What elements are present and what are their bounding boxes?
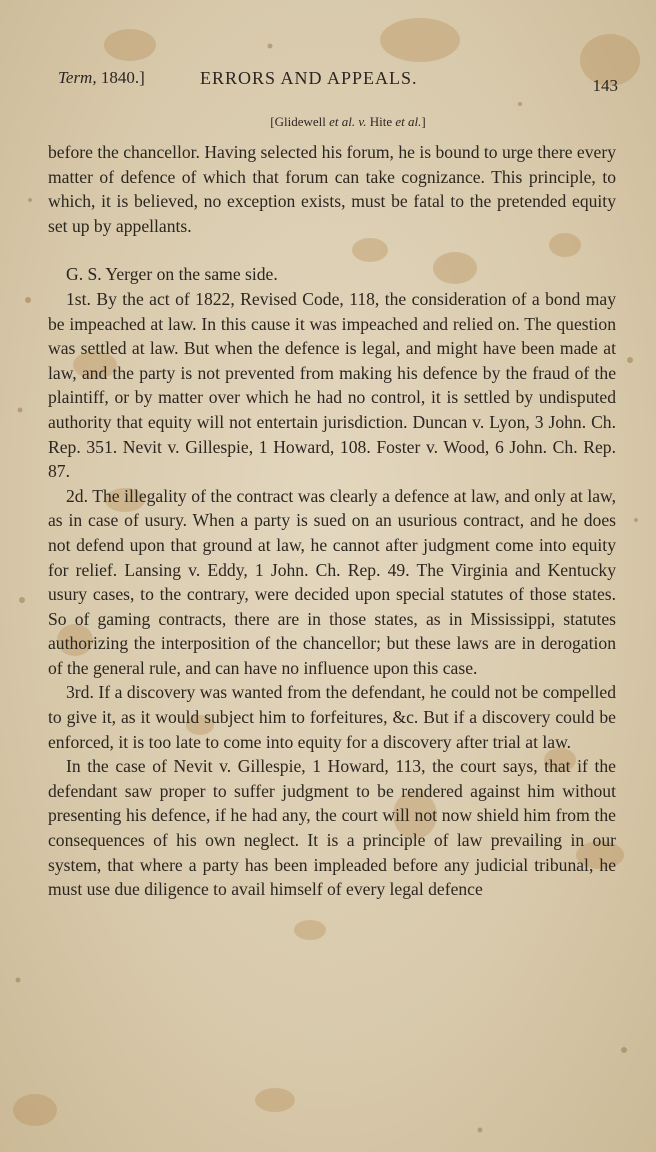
case-ref-party2: Hite — [369, 114, 393, 129]
paragraph-third-point: 3rd. If a discovery was wanted from the defendant, he could not be compelled to give it, as it would subject him to forfeitures, &c. But if a discovery could be enforced, it is too late to come into equity for a discovery after trial at law. — [48, 682, 616, 752]
paragraph-continuation: before the chancellor. Having selected his forum, he is bound to urge there every matter of defence of which that forum can take cognizance. This principle, to which, it is believed, no exception exists, must be fatal to the pretended equity set up by appellants. — [48, 142, 616, 236]
case-ref-close: ] — [421, 114, 426, 129]
case-ref-etal-2: et al. — [395, 114, 422, 129]
header-term-word: Term, — [58, 68, 97, 87]
page-number: 143 — [592, 76, 618, 95]
paragraph-second-point: 2d. The illegality of the contract was clearly a defence at law, and only at law, as in case of usury. When a party is sued on an usurious contract, and he does not defend upon that ground at law, he cannot after judgment come into equity for relief. Lansing v. Eddy, 1 John. Ch. Rep. 49. The Virginia and Kentucky usury cases, to the contrary, were decided upon special statutes of those states. So of gaming contracts, there are in those states, as in Mississippi, statutes authorizing the interposition of the chancellor; but these laws are in derogation of the general rule, and can have no influence upon this case. — [48, 485, 616, 678]
header-term — [58, 68, 145, 88]
case-ref-party1: [Glidewell — [270, 114, 326, 129]
running-header — [58, 68, 618, 94]
body-text — [48, 140, 616, 902]
header-title: ERRORS AND APPEALS. — [200, 68, 418, 88]
header-term-year: 1840.] — [100, 68, 145, 87]
case-ref-etal-1: et al. — [329, 114, 356, 129]
paragraph-nevit-case: In the case of Nevit v. Gillespie, 1 Howard, 113, the court says, that if the defendant saw proper to suffer judgment to be rendered against him without presenting his defence, if he had any, the court will not now shield him from the consequences of his own neglect. It is a principle of law prevailing in our system, that where a party has been impleaded before any judicial tribunal, he must use due diligence to avail himself of every legal defence — [48, 756, 616, 900]
paragraph-counsel: G. S. Yerger on the same side. — [66, 264, 278, 285]
paragraph-first-point: 1st. By the act of 1822, Revised Code, 118, the consideration of a bond may be impeached at law. In this cause it was impeached and relied on. The question was settled at law. But when the defence is legal, and might have been made at law, and the party is not prevented from making his defence by the fraud of the plaintiff, or by matter over which he had no control, it is settled by undisputed authority that equity will not entertain jurisdiction. Duncan v. Lyon, 3 John. Ch. Rep. 351. Nevit v. Gillespie, 1 Howard, 108. Foster v. Wood, 6 John. Ch. Rep. 87. — [48, 288, 616, 482]
case-reference — [0, 114, 656, 130]
case-ref-versus: v. — [358, 114, 367, 129]
